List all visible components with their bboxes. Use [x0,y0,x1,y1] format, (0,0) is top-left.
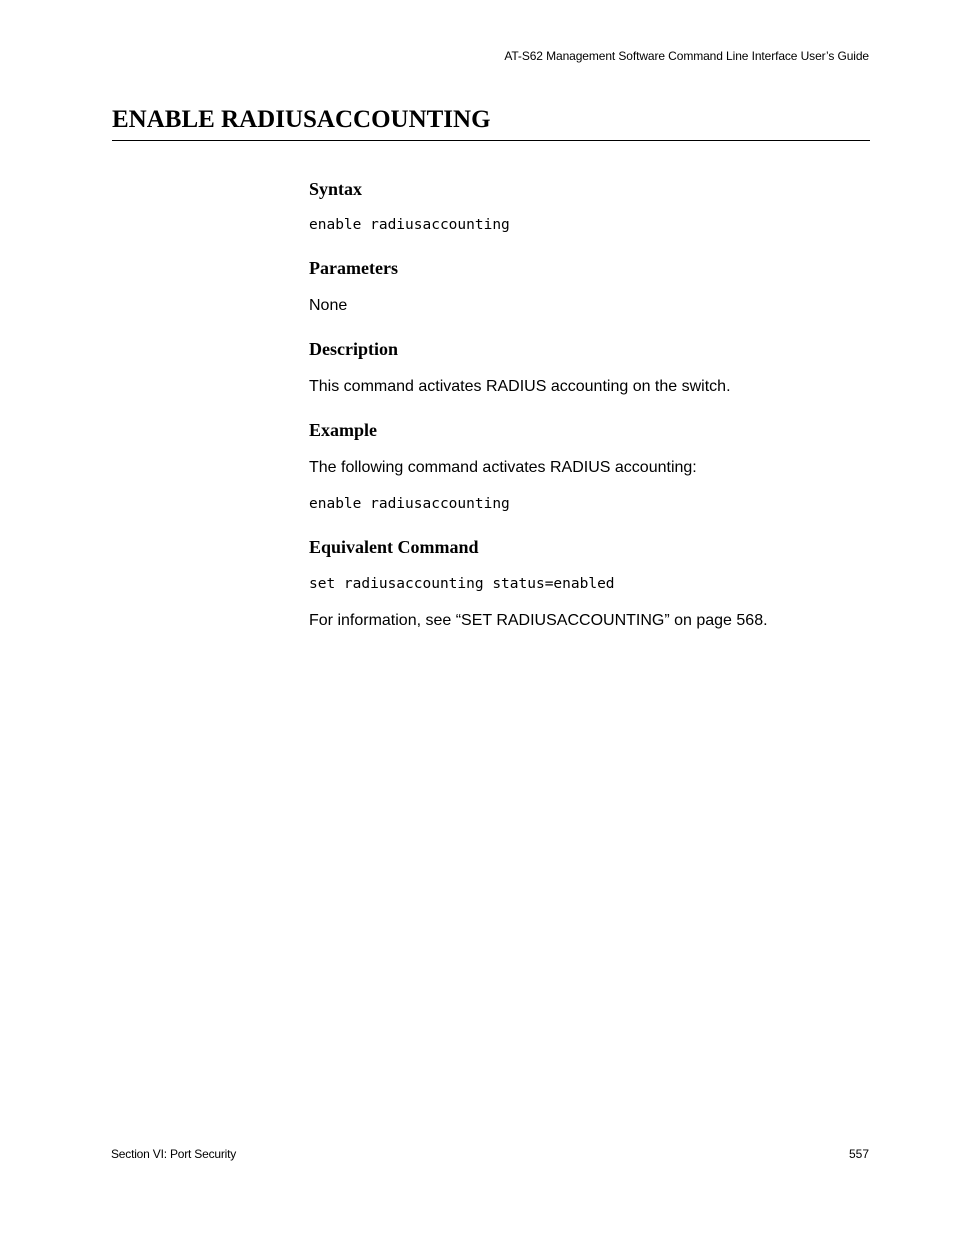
equivalent-command-heading: Equivalent Command [309,537,479,557]
example-text: The following command activates RADIUS accounting: [309,459,697,476]
description-heading: Description [309,339,398,359]
title-divider [112,140,870,141]
footer-page-number: 557 [848,1147,869,1161]
example-code: enable radiusaccounting [309,496,510,512]
parameters-heading: Parameters [309,258,398,278]
footer-section-label: Section VI: Port Security [111,1147,237,1161]
page-title: ENABLE RADIUSACCOUNTING [112,106,491,133]
parameters-text: None [309,297,348,314]
example-heading: Example [309,420,378,440]
description-text: This command activates RADIUS accounting on the switch. [309,378,731,395]
syntax-code: enable radiusaccounting [309,217,510,233]
running-header: AT-S62 Management Software Command Line Interface User’s Guide [504,49,869,63]
cross-reference-text: For information, see “SET RADIUSACCOUNTING” on page 568. [309,612,768,629]
equivalent-command-code: set radiusaccounting status=enabled [309,576,615,592]
syntax-heading: Syntax [309,179,363,199]
